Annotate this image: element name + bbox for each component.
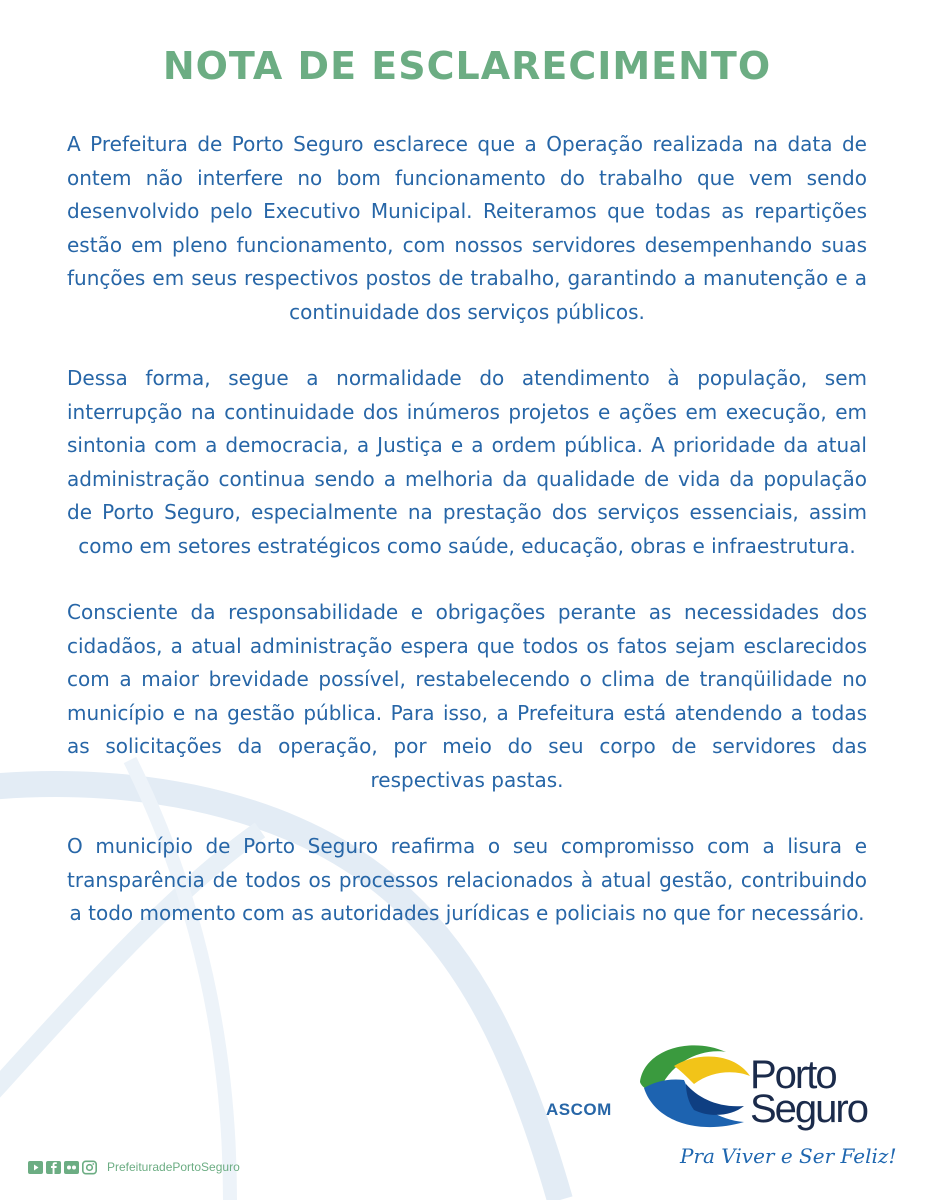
page-title: NOTA DE ESCLARECIMENTO bbox=[162, 44, 772, 88]
instagram-icon bbox=[82, 1160, 97, 1175]
paragraph-3: Consciente da responsabilidade e obrigações perante as necessidades dos cidadãos, a atual administração espera que todos os fatos sejam esclarecidos com a maior brevidade possível, restabelecendo o clima de tranqüilidade no município e na gestão pública. Para isso, a Prefeitura está atendendo a todas as solicitações da operação, por meio do seu corpo de servidores das respectivas pastas. bbox=[67, 600, 867, 792]
ascom-label: ASCOM bbox=[546, 1100, 612, 1119]
paragraph-2: Dessa forma, segue a normalidade do atendimento à população, sem interrupção na continuidade dos inúmeros projetos e ações em execução, em sintonia com a democracia, a Justiça e a ordem pública. A prioridade da atual administração continua sendo a melhoria da qualidade de vida da população de Porto Seguro, especialmente na prestação dos serviços essenciais, assim como em setores estratégicos como saúde, educação, obras e infraestrutura. bbox=[67, 366, 867, 558]
logo-line-porto: Porto bbox=[750, 1053, 836, 1097]
flickr-icon bbox=[64, 1160, 79, 1175]
logo-tagline: Pra Viver e Ser Feliz! bbox=[680, 1144, 897, 1168]
social-handle: PrefeituradePortoSeguro bbox=[107, 1160, 240, 1174]
logo-mark-icon bbox=[634, 1036, 752, 1136]
youtube-icon bbox=[28, 1160, 43, 1175]
logo-wordmark bbox=[750, 1053, 867, 1131]
social-links bbox=[28, 1158, 240, 1176]
facebook-icon bbox=[46, 1160, 61, 1175]
logo-line-seguro: Seguro bbox=[750, 1087, 867, 1131]
paragraph-4: O município de Porto Seguro reafirma o seu compromisso com a lisura e transparência de todos os processos relacionados à atual gestão, contribuindo a todo momento com as autoridades jurídicas e policiais no que for necessário. bbox=[67, 834, 867, 925]
statement-body bbox=[67, 128, 867, 964]
paragraph-1: A Prefeitura de Porto Seguro esclarece que a Operação realizada na data de ontem não interfere no bom funcionamento do trabalho que vem sendo desenvolvido pelo Executivo Municipal. Reiteramos que todas as repartições estão em pleno funcionamento, com nossos servidores desempenhando suas funções em seus respectivos postos de trabalho, garantindo a manutenção e a continuidade dos serviços públicos. bbox=[67, 132, 867, 324]
porto-seguro-logo bbox=[634, 1036, 906, 1176]
